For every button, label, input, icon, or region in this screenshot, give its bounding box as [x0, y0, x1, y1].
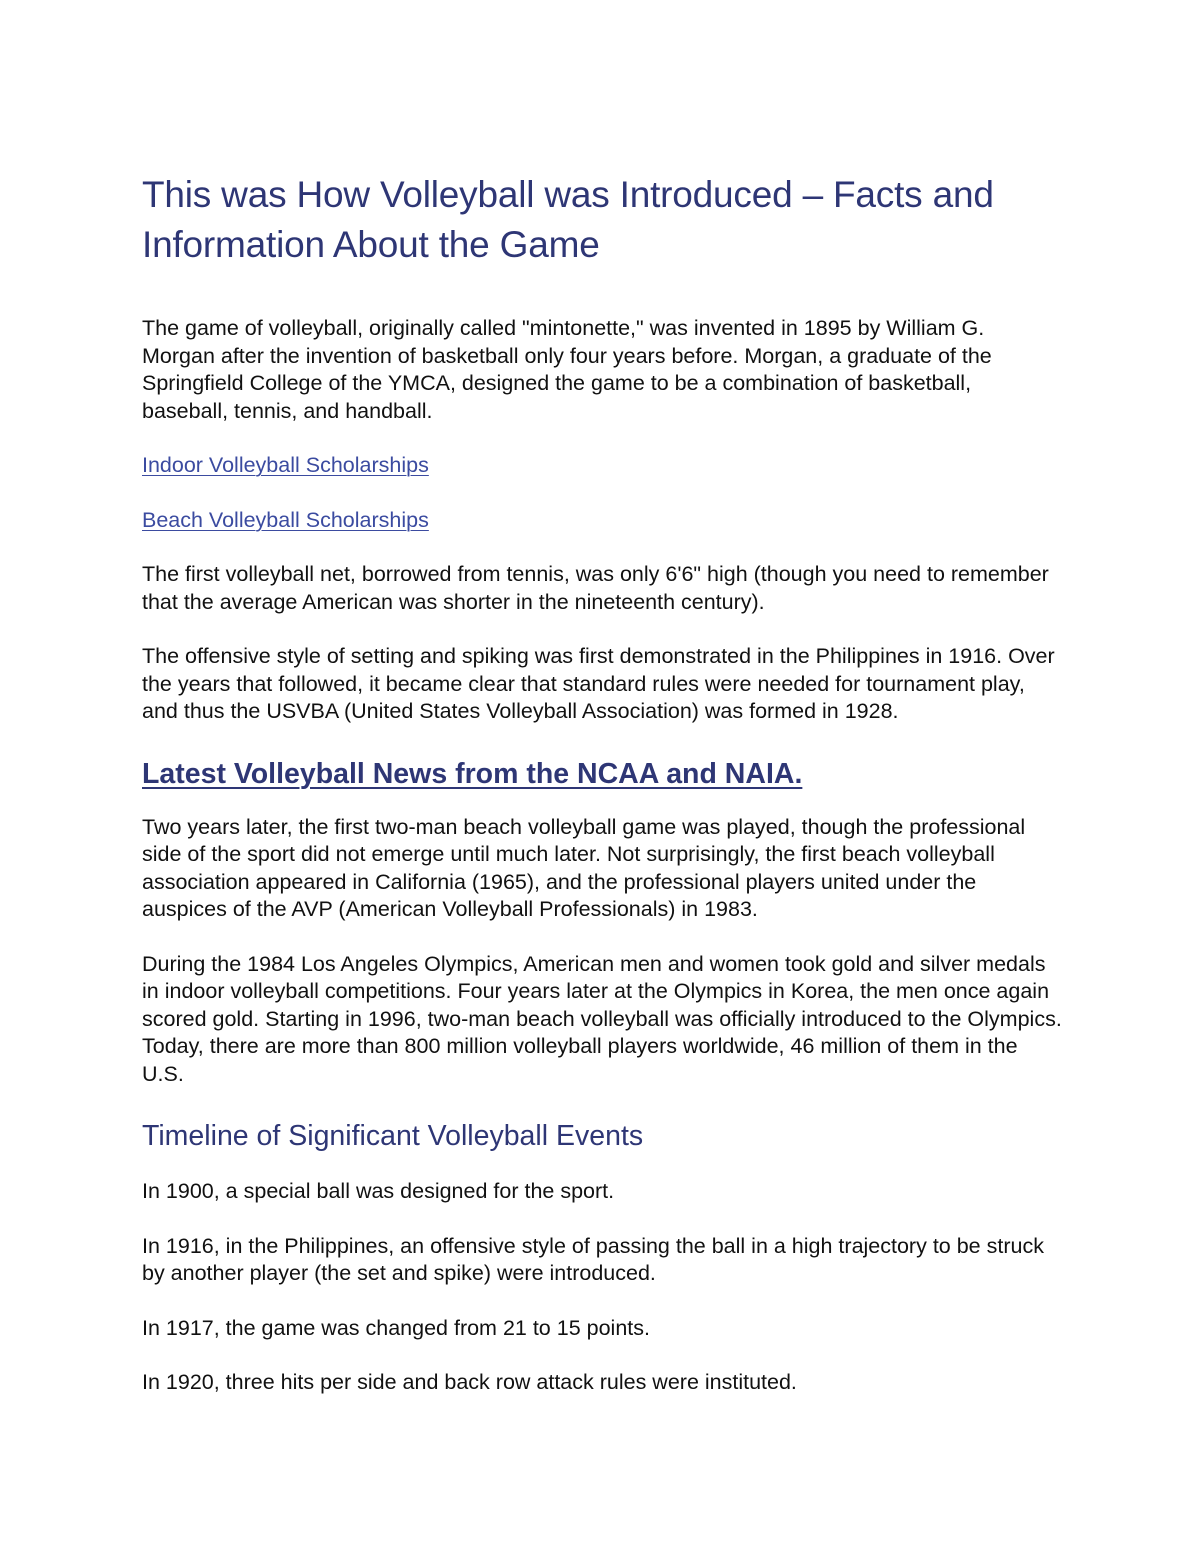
- page-title: This was How Volleyball was Introduced – Facts and Information About the Game: [142, 174, 994, 265]
- timeline-item: In 1920, three hits per side and back row attack rules were instituted.: [142, 1370, 797, 1394]
- offensive-style-paragraph: The offensive style of setting and spiking was first demonstrated in the Philippines in 1916. Over the years that followed, it became clear that standard rules were needed for tournament play, and thus the USVBA (United States Volleyball Association) was formed in 1928.: [142, 644, 1055, 723]
- news-heading-link[interactable]: Latest Volleyball News from the NCAA and NAIA.: [142, 757, 803, 790]
- timeline-item: In 1917, the game was changed from 21 to 15 points.: [142, 1315, 650, 1340]
- intro-paragraph: The game of volleyball, originally called "mintonette," was invented in 1895 by William G. Morgan after the invention of basketball only four years before. Morgan, a graduate of the Springfield College of the YMCA, designed the game to be a combination of basketball, baseball, tennis, and handball.: [142, 316, 992, 423]
- net-paragraph: The first volleyball net, borrowed from tennis, was only 6'6" high (though you need to remember that the average American was shorter in the nineteenth century).: [142, 562, 1049, 614]
- beach-scholarships-link[interactable]: Beach Volleyball Scholarships: [142, 507, 429, 532]
- timeline-item: In 1900, a special ball was designed for the sport.: [142, 1179, 615, 1203]
- timeline-item: In 1916, in the Philippines, an offensive style of passing the ball in a high trajectory to be struck by another player (the set and spike) were introduced.: [142, 1233, 1044, 1285]
- document-body: [142, 170, 1062, 1397]
- timeline-heading: Timeline of Significant Volleyball Events: [142, 1120, 644, 1152]
- indoor-scholarships-link[interactable]: Indoor Volleyball Scholarships: [142, 453, 429, 477]
- olympics-paragraph: During the 1984 Los Angeles Olympics, American men and women took gold and silver medals in indoor volleyball competitions. Four years later at the Olympics in Korea, the men once again scored gold. Starting in 1996, two-man beach volleyball was officially introduced to the Olympics. Today, there are more than 800 million volleyball players worldwide, 46 million of them in the U.S.: [142, 951, 1062, 1086]
- beach-volleyball-paragraph: Two years later, the first two-man beach volleyball game was played, though the professional side of the sport did not emerge until much later. Not surprisingly, the first beach volleyball association appeared in California (1965), and the professional players united under the auspices of the AVP (American Volleyball Professionals) in 1983.: [142, 814, 1026, 921]
